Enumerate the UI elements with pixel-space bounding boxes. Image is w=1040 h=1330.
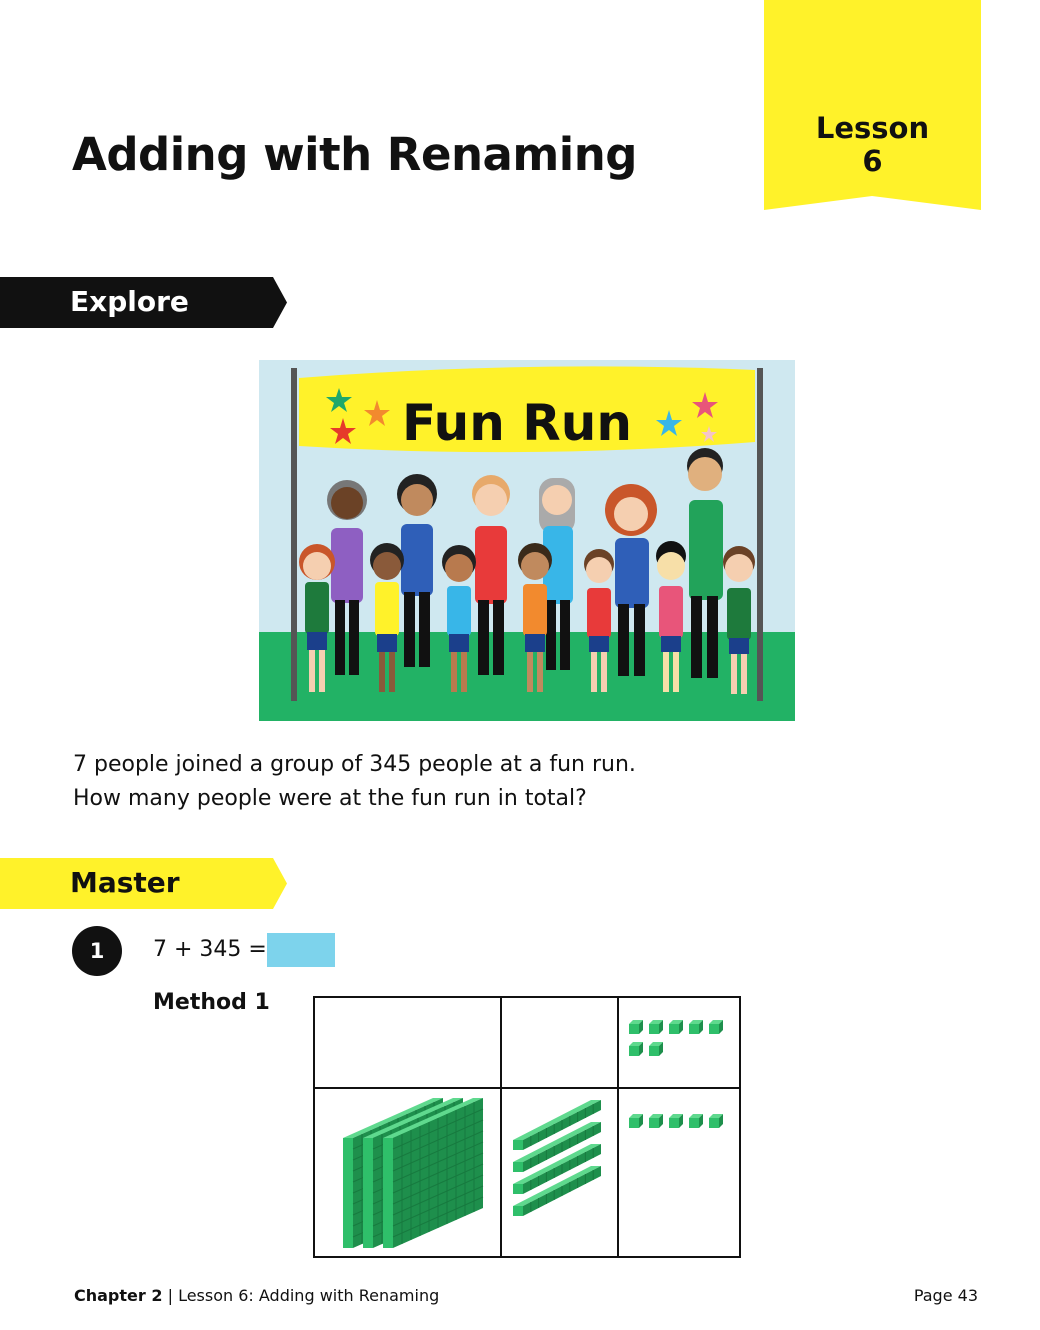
top-ones-cube xyxy=(689,1020,703,1034)
page-title: Adding with Renaming xyxy=(72,128,637,181)
lesson-tab xyxy=(764,0,981,210)
problem-number: 1 xyxy=(72,926,122,976)
footer-page: Page 43 xyxy=(913,1286,978,1305)
master-label: Master xyxy=(70,866,180,899)
top-ones-cube xyxy=(629,1020,643,1034)
answer-box[interactable] xyxy=(267,933,335,967)
bottom-ones-cube xyxy=(689,1114,703,1128)
footer-separator: | xyxy=(167,1286,179,1305)
top-ones-cube xyxy=(649,1020,663,1034)
method-label: Method 1 xyxy=(153,990,270,1015)
explore-label: Explore xyxy=(70,285,189,318)
question-line-1: 7 people joined a group of 345 people at a fun run. xyxy=(73,752,636,777)
bottom-ones-cube xyxy=(669,1114,683,1128)
explore-banner xyxy=(0,277,287,328)
master-banner xyxy=(0,858,287,909)
lesson-label: Lesson xyxy=(815,111,930,145)
lesson-number: 6 xyxy=(862,144,883,178)
footer-chapter-label: Chapter 2 xyxy=(74,1286,163,1305)
footer-lesson-label: Lesson 6: Adding with Renaming xyxy=(178,1286,440,1305)
bottom-ones-cube xyxy=(709,1114,723,1128)
bottom-ones-cube xyxy=(649,1114,663,1128)
top-ones-cube xyxy=(649,1042,663,1056)
footer-chapter xyxy=(74,1286,439,1305)
top-ones-cube xyxy=(709,1020,723,1034)
place-value-chart xyxy=(313,996,741,1258)
top-ones-cube xyxy=(669,1020,683,1034)
bottom-ones-cube xyxy=(629,1114,643,1128)
fun-run-illustration xyxy=(259,360,795,721)
equation: 7 + 345 = xyxy=(153,937,267,962)
question-line-2: How many people were at the fun run in total? xyxy=(73,786,587,811)
top-ones-cube xyxy=(629,1042,643,1056)
fun-run-banner-text: Fun Run xyxy=(402,394,632,452)
